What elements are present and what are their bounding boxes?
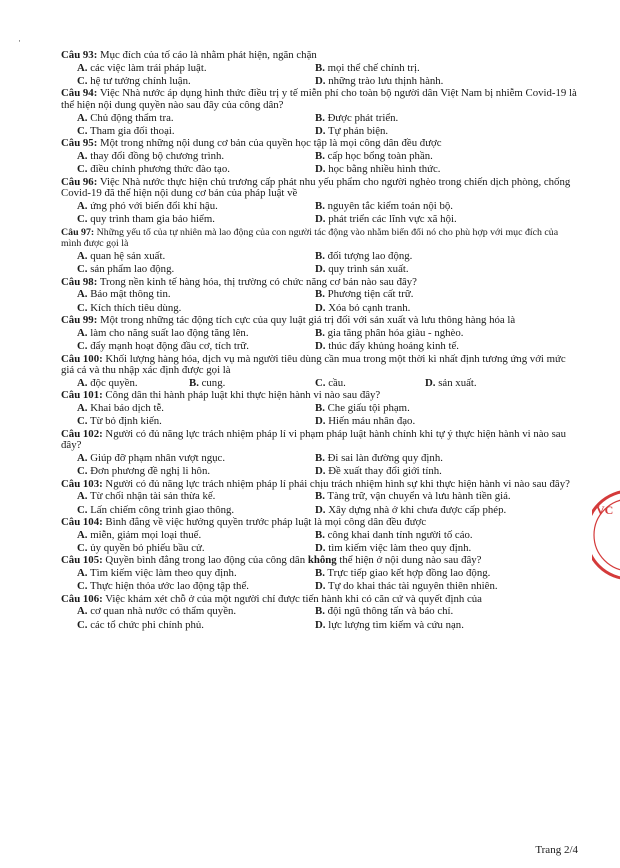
option-text: cơ quan nhà nước có thẩm quyền. — [90, 605, 237, 618]
option-text: các tổ chức phi chính phủ. — [90, 618, 204, 631]
answer-option — [61, 250, 315, 263]
option-row — [61, 529, 579, 542]
stem-text: Một trong những nội dung cơ bản của quyền học tập là mọi công dân đều được — [100, 137, 442, 150]
option-row — [61, 163, 579, 176]
option-letter: D. — [315, 301, 326, 314]
answer-option — [315, 112, 575, 125]
option-text: công khai danh tính người tố cáo. — [327, 528, 473, 541]
option-letter: B. — [315, 288, 325, 301]
question-number: Câu 103: — [61, 477, 103, 490]
option-text: độc quyền. — [90, 376, 138, 389]
option-text: Phương tiện cất trữ. — [327, 288, 414, 301]
stem-text: Việc Nhà nước thực hiện chủ trương cấp phát nhu yếu phẩm cho người nghèo trong chiến dịch phòng, chống Covid-19 đã thể hiện nội dung cơ bản của pháp luật về — [61, 175, 571, 200]
option-text: làm cho năng suất lao động tăng lên. — [90, 326, 249, 339]
option-text: Xây dựng nhà ở khi chưa được cấp phép. — [328, 503, 507, 516]
answer-option — [315, 490, 575, 503]
question — [61, 177, 579, 227]
option-row — [61, 605, 579, 618]
answer-option — [61, 580, 315, 593]
question-number: Câu 101: — [61, 389, 103, 402]
corner-mark: · — [18, 36, 21, 46]
answer-option — [315, 327, 575, 340]
option-row — [61, 62, 579, 75]
answer-option — [315, 288, 575, 301]
answer-option — [61, 163, 315, 176]
option-text: Từ bỏ định kiến. — [90, 415, 162, 428]
option-row — [61, 542, 579, 555]
option-letter: D. — [315, 503, 326, 516]
question-stem — [61, 429, 579, 452]
option-text: Từ chối nhận tài sản thừa kế. — [90, 490, 216, 503]
question — [61, 315, 579, 353]
answer-option — [315, 567, 575, 580]
answer-options — [61, 200, 579, 227]
answer-option — [315, 529, 575, 542]
answer-option — [315, 542, 575, 555]
option-letter: D. — [315, 75, 326, 87]
answer-option — [61, 402, 315, 415]
question-stem — [61, 315, 579, 327]
option-text: Chủ động thẩm tra. — [90, 111, 174, 124]
question — [61, 277, 579, 315]
question-number: Câu 100: — [61, 352, 103, 365]
option-letter: A. — [77, 326, 88, 339]
option-text: Tham gia đối thoại. — [90, 125, 175, 137]
answer-option — [315, 452, 575, 465]
answer-option — [61, 200, 315, 213]
stem-text: thể hiện ở nội dung nào sau đây? — [336, 554, 482, 567]
answer-option — [61, 490, 315, 503]
option-row — [61, 125, 579, 138]
option-text: nguyên tắc kiểm toán nội bộ. — [327, 200, 453, 212]
option-text: Lấn chiếm công trình giao thông. — [90, 503, 235, 516]
answer-option — [61, 619, 315, 632]
option-row — [61, 567, 579, 580]
answer-option — [315, 580, 575, 593]
option-row — [61, 377, 579, 390]
answer-options — [61, 150, 579, 177]
answer-option — [61, 263, 315, 276]
option-row — [61, 75, 579, 88]
option-letter: C. — [77, 542, 88, 555]
option-text: tìm kiếm việc làm theo quy định. — [328, 542, 472, 555]
option-text: Bảo mật thông tin. — [90, 288, 171, 301]
stem-text: Người có đủ năng lực trách nhiệm pháp lí vi phạm pháp luật hành chính khi tự ý thực hiện hành vi nào sau đây? — [61, 427, 566, 452]
option-letter: C. — [77, 125, 88, 137]
option-letter: B. — [315, 150, 325, 162]
option-letter: C. — [77, 503, 88, 516]
stem-text: Trong nền kinh tế hàng hóa, thị trường có chức năng cơ bản nào sau đây? — [99, 275, 417, 288]
option-text: phát triển các lĩnh vực xã hội. — [328, 213, 457, 226]
answer-options — [61, 377, 579, 390]
option-letter: D. — [315, 340, 326, 353]
option-letter: D. — [315, 580, 326, 593]
option-row — [61, 465, 579, 478]
question — [61, 479, 579, 517]
option-text: thúc đẩy khủng hoảng kinh tế. — [328, 340, 459, 353]
option-text: Xóa bỏ cạnh tranh. — [328, 301, 411, 314]
answer-options — [61, 605, 579, 632]
option-letter: A. — [77, 61, 88, 74]
seal-text: VC — [596, 503, 614, 517]
answer-option — [315, 125, 575, 138]
question-list — [61, 50, 579, 632]
question-number: Câu 104: — [61, 516, 103, 529]
answer-option — [315, 150, 575, 163]
option-text: đẩy mạnh hoạt động đầu cơ, tích trữ. — [90, 340, 249, 353]
option-text: các việc làm trái pháp luật. — [90, 61, 207, 74]
option-letter: A. — [77, 490, 88, 503]
option-row — [61, 340, 579, 353]
option-text: gia tăng phân hóa giàu - nghèo. — [327, 326, 464, 339]
option-letter: D. — [315, 618, 326, 631]
option-text: những trào lưu thịnh hành. — [328, 75, 444, 87]
option-letter: D. — [315, 465, 326, 478]
option-row — [61, 150, 579, 163]
answer-option — [61, 125, 315, 138]
question-stem — [61, 138, 579, 150]
option-row — [61, 250, 579, 263]
question — [61, 594, 579, 632]
answer-option — [61, 452, 315, 465]
option-letter: B. — [189, 376, 199, 389]
answer-option — [425, 377, 545, 390]
option-letter: C. — [77, 213, 88, 226]
option-letter: A. — [77, 567, 88, 580]
stem-text: Người có đủ năng lực trách nhiệm pháp lí phải chịu trách nhiệm hình sự khi thực hiện hành vi nào sau đây? — [105, 477, 570, 490]
option-letter: A. — [77, 528, 88, 541]
answer-option — [315, 340, 575, 353]
option-row — [61, 490, 579, 503]
option-text: điều chỉnh phương thức đào tạo. — [90, 163, 230, 176]
option-text: Tự do khai thác tài nguyên thiên nhiên. — [328, 580, 498, 593]
question — [61, 555, 579, 593]
option-text: Được phát triển. — [327, 111, 399, 124]
option-letter: A. — [77, 111, 88, 124]
option-letter: D. — [315, 263, 326, 276]
answer-option — [61, 75, 315, 88]
option-row — [61, 327, 579, 340]
option-text: cung. — [201, 376, 226, 389]
answer-option — [315, 302, 575, 315]
option-letter: B. — [315, 111, 325, 124]
option-text: Che giấu tội phạm. — [327, 401, 410, 414]
answer-options — [61, 402, 579, 429]
stem-text: Mục đích của tố cáo là nhằm phát hiện, ngăn chặn — [100, 49, 317, 61]
answer-option — [61, 62, 315, 75]
option-letter: A. — [77, 250, 88, 262]
answer-options — [61, 327, 579, 354]
option-row — [61, 263, 579, 276]
option-letter: B. — [315, 61, 325, 74]
option-text: đối tượng lao động. — [327, 250, 413, 262]
option-letter: B. — [315, 401, 325, 414]
option-letter: C. — [77, 580, 88, 593]
option-text: hệ tư tưởng chính luận. — [90, 75, 191, 87]
question-stem — [61, 50, 579, 62]
answer-option — [61, 150, 315, 163]
answer-options — [61, 529, 579, 556]
answer-option — [315, 163, 575, 176]
option-letter: B. — [315, 490, 325, 503]
option-letter: C. — [77, 75, 88, 87]
red-seal-stamp — [592, 480, 620, 610]
answer-option — [61, 213, 315, 226]
option-letter: B. — [315, 250, 325, 262]
option-row — [61, 288, 579, 301]
question — [61, 88, 579, 138]
question-stem — [61, 479, 579, 491]
option-row — [61, 619, 579, 632]
answer-option — [61, 529, 315, 542]
answer-option — [61, 504, 315, 517]
option-letter: B. — [315, 451, 325, 464]
question — [61, 429, 579, 479]
option-text: ứng phó với biến đổi khí hậu. — [90, 200, 218, 212]
question-stem — [61, 390, 579, 402]
option-letter: C. — [77, 163, 88, 176]
question-stem — [61, 227, 579, 250]
option-text: Hiến máu nhân đạo. — [328, 415, 416, 428]
question-number: Câu 102: — [61, 427, 103, 440]
question-stem — [61, 555, 579, 567]
question-number: Câu 93: — [61, 49, 98, 61]
option-letter: A. — [77, 376, 88, 389]
option-row — [61, 580, 579, 593]
option-letter: A. — [77, 605, 88, 618]
answer-option — [61, 567, 315, 580]
option-letter: A. — [77, 288, 88, 301]
option-letter: B. — [315, 605, 325, 618]
option-text: cấp học bổng toàn phần. — [327, 150, 433, 162]
answer-option — [315, 504, 575, 517]
stem-text: Một trong những tác động tích cực của quy luật giá trị đối với sản xuất và lưu thông hàng hóa là — [100, 314, 516, 327]
option-text: Tàng trữ, vận chuyển và lưu hành tiền giả. — [327, 490, 511, 503]
stem-text: Việc khám xét chỗ ở của một người chỉ được tiến hành khi có căn cứ và quyết định của — [105, 592, 482, 605]
answer-option — [61, 377, 189, 390]
question-stem — [61, 354, 579, 377]
option-letter: B. — [315, 200, 325, 212]
stem-text: Những yếu tố của tự nhiên mà lao động của con người tác động vào nhằm biến đổi nó cho phù hợp với mục đích của mình được gọi là — [61, 226, 559, 250]
question — [61, 390, 579, 428]
answer-options — [61, 250, 579, 277]
option-letter: C. — [77, 301, 88, 314]
answer-option — [315, 605, 575, 618]
option-row — [61, 200, 579, 213]
option-text: Đi sai làn đường quy định. — [327, 451, 443, 464]
option-text: miễn, giảm mọi loại thuế. — [90, 528, 202, 541]
option-letter: B. — [315, 567, 325, 580]
answer-option — [315, 402, 575, 415]
option-letter: B. — [315, 528, 325, 541]
answer-options — [61, 490, 579, 517]
answer-option — [189, 377, 315, 390]
option-letter: A. — [77, 451, 88, 464]
option-text: quy trình tham gia bảo hiểm. — [90, 213, 215, 226]
answer-option — [315, 619, 575, 632]
question-number: Câu 99: — [61, 314, 98, 327]
question — [61, 138, 579, 176]
question-number: Câu 94: — [61, 87, 98, 100]
question-number: Câu 106: — [61, 592, 103, 605]
option-text: Giúp đỡ phạm nhân vượt ngục. — [90, 451, 226, 464]
question — [61, 227, 579, 277]
stem-text: Bình đẳng về việc hưởng quyền trước pháp luật là mọi công dân đều được — [105, 516, 427, 529]
option-text: Đề xuất thay đổi giới tính. — [328, 465, 442, 478]
option-text: quy trình sản xuất. — [328, 263, 409, 276]
answer-options — [61, 567, 579, 594]
option-text: Kích thích tiêu dùng. — [90, 301, 182, 314]
option-letter: D. — [315, 542, 326, 555]
option-text: quan hệ sản xuất. — [90, 250, 166, 262]
question-number: Câu 95: — [61, 137, 98, 150]
question-stem — [61, 88, 579, 111]
option-text: cầu. — [328, 376, 346, 389]
answer-options — [61, 62, 579, 89]
answer-option — [315, 377, 425, 390]
option-text: Thực hiện thỏa ước lao động tập thể. — [90, 580, 249, 593]
question-number: Câu 105: — [61, 554, 103, 567]
page-number: Trang 2/4 — [535, 844, 578, 856]
question-stem — [61, 517, 579, 529]
answer-option — [315, 75, 575, 88]
option-text: sản phẩm lao động. — [90, 263, 175, 276]
answer-option — [61, 112, 315, 125]
option-letter: C. — [77, 465, 88, 478]
option-row — [61, 452, 579, 465]
option-text: Tìm kiếm việc làm theo quy định. — [90, 567, 237, 580]
answer-option — [61, 288, 315, 301]
answer-option — [315, 465, 575, 478]
option-text: mọi thể chế chính trị. — [327, 61, 420, 74]
question-stem — [61, 177, 579, 200]
stem-text: Khối lượng hàng hóa, dịch vụ mà người tiêu dùng cần mua trong một thời kì nhất định tương ứng với mức giá cả và thu nhập xác định được gọi là — [61, 352, 566, 377]
question-stem — [61, 594, 579, 606]
stem-text: Quyền bình đẳng trong lao động của công dân — [105, 554, 308, 567]
option-text: sản xuất. — [438, 376, 477, 389]
answer-options — [61, 452, 579, 479]
option-text: thay đổi đồng bộ chương trình. — [90, 150, 225, 162]
option-row — [61, 112, 579, 125]
option-letter: D. — [315, 213, 326, 226]
question — [61, 50, 579, 88]
option-letter: A. — [77, 150, 88, 162]
option-letter: A. — [77, 200, 88, 212]
question — [61, 354, 579, 391]
answer-option — [315, 415, 575, 428]
option-letter: C. — [77, 618, 88, 631]
option-row — [61, 402, 579, 415]
option-text: học bằng nhiều hình thức. — [328, 163, 441, 176]
question-number: Câu 97: — [61, 226, 95, 238]
stem-text: Việc Nhà nước áp dụng hình thức điều trị y tế miễn phí cho toàn bộ người dân Việt Nam bị nhiễm Covid-19 là thể hiện nội dung quyền nào sau đây của công dân? — [61, 87, 577, 111]
answer-option — [315, 263, 575, 276]
option-row — [61, 504, 579, 517]
option-row — [61, 415, 579, 428]
answer-option — [61, 542, 315, 555]
option-text: Trực tiếp giao kết hợp đồng lao động. — [327, 567, 491, 580]
answer-options — [61, 112, 579, 139]
option-text: Tự phản biện. — [328, 125, 389, 137]
option-letter: D. — [425, 376, 436, 389]
answer-option — [61, 605, 315, 618]
option-letter: B. — [315, 326, 325, 339]
option-letter: D. — [315, 415, 326, 428]
question — [61, 517, 579, 555]
option-letter: C. — [77, 340, 88, 353]
option-row — [61, 302, 579, 315]
option-letter: C. — [315, 376, 326, 389]
option-letter: C. — [77, 263, 88, 276]
option-letter: C. — [77, 415, 88, 428]
answer-option — [315, 62, 575, 75]
emphasis-text: không — [307, 554, 337, 567]
option-text: ủy quyền bỏ phiếu bầu cử. — [90, 542, 205, 555]
stem-text: Công dân thi hành pháp luật khi thực hiện hành vi nào sau đây? — [105, 389, 381, 402]
option-text: Khai báo dịch tễ. — [90, 401, 164, 414]
option-text: Đơn phương đề nghị li hôn. — [90, 465, 211, 478]
answer-option — [61, 302, 315, 315]
answer-option — [315, 250, 575, 263]
option-letter: D. — [315, 125, 326, 137]
question-number: Câu 96: — [61, 175, 98, 188]
option-row — [61, 213, 579, 226]
answer-options — [61, 288, 579, 315]
option-letter: A. — [77, 401, 88, 414]
option-text: đội ngũ thông tấn và báo chí. — [327, 605, 454, 618]
answer-option — [61, 340, 315, 353]
question-stem — [61, 277, 579, 289]
question-number: Câu 98: — [61, 275, 98, 288]
answer-option — [315, 200, 575, 213]
answer-option — [61, 327, 315, 340]
option-letter: D. — [315, 163, 326, 176]
answer-option — [61, 465, 315, 478]
option-text: lực lượng tìm kiếm và cứu nạn. — [328, 618, 464, 631]
answer-option — [61, 415, 315, 428]
answer-option — [315, 213, 575, 226]
